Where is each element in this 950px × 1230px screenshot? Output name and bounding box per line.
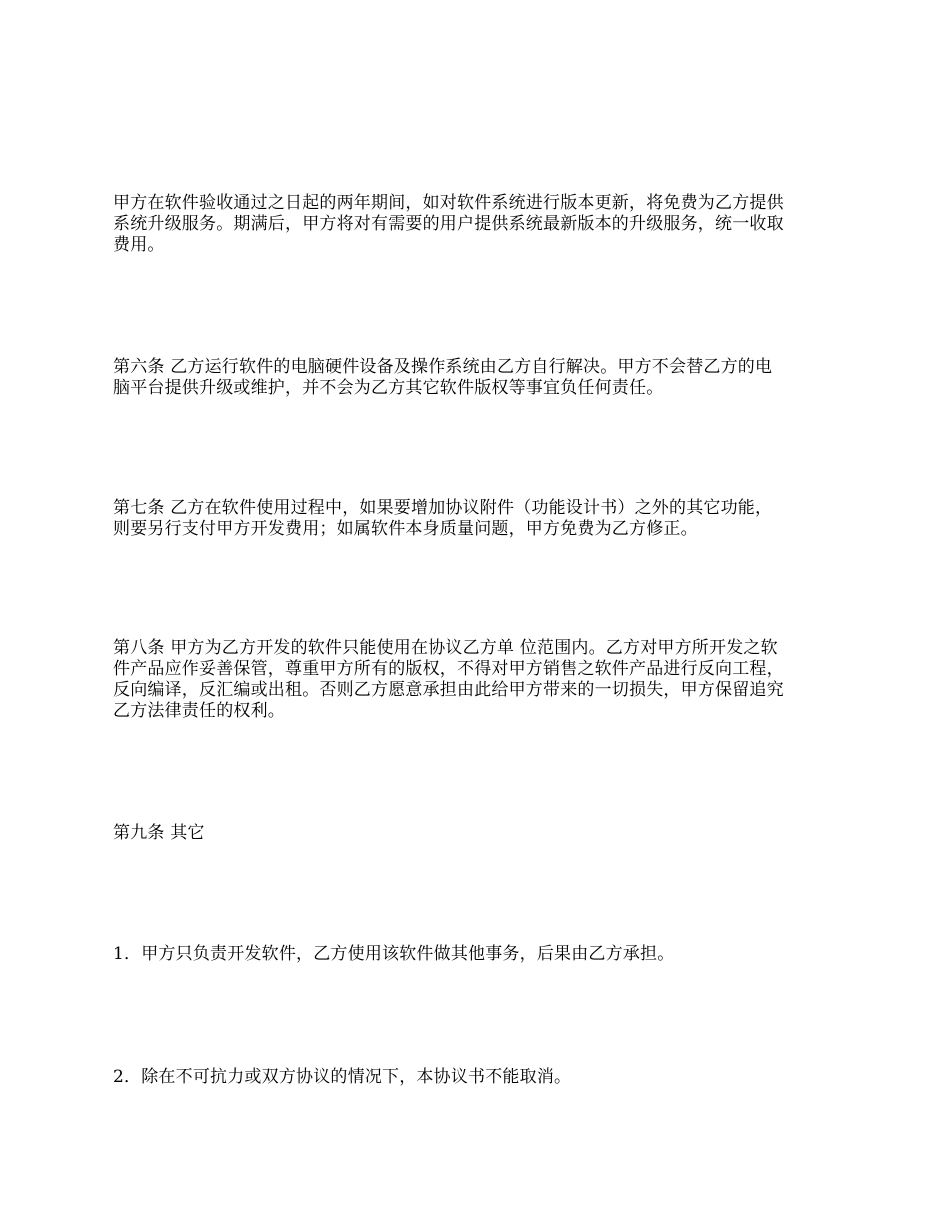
paragraph-line: 第七条 乙方在软件使用过程中，如果要增加协议附件（功能设计书）之外的其它功能， (113, 498, 773, 518)
paragraph-line: 则要另行支付甲方开发费用；如属软件本身质量问题，甲方免费为乙方修正。 (113, 519, 698, 539)
paragraph-line: 系统升级服务。期满后，甲方将对有需要的用户提供系统最新版本的升级服务，统一收取 (113, 214, 784, 234)
paragraph-line: 第六条 乙方运行软件的电脑硬件设备及操作系统由乙方自行解决。甲方不会替乙方的电 (113, 357, 773, 377)
paragraph-line: 反向编译，反汇编或出租。否则乙方愿意承担由此给甲方带来的一切损失，甲方保留追究 (113, 680, 784, 700)
list-item-2 (113, 1067, 848, 1088)
paragraph-line: 2．除在不可抗力或双方协议的情况下，本协议书不能取消。 (113, 1067, 572, 1087)
list-item-1 (113, 944, 848, 965)
article-6-paragraph (113, 357, 848, 399)
paragraph-line: 甲方在软件验收通过之日起的两年期间，如对软件系统进行版本更新，将免费为乙方提供 (113, 193, 784, 213)
article-9-heading (113, 823, 848, 844)
paragraph-line: 1．甲方只负责开发软件，乙方使用该软件做其他事务，后果由乙方承担。 (113, 944, 675, 964)
paragraph-line: 费用。 (113, 235, 165, 255)
article-8-paragraph (113, 638, 848, 722)
paragraph-line: 件产品应作妥善保管，尊重甲方所有的版权，不得对甲方销售之软件产品进行反向工程， (113, 659, 784, 679)
paragraph-line: 脑平台提供升级或维护，并不会为乙方其它软件版权等事宜负任何责任。 (113, 378, 664, 398)
article-7-paragraph (113, 498, 848, 540)
paragraph-line: 乙方法律责任的权利。 (113, 701, 285, 721)
paragraph-line: 第八条 甲方为乙方开发的软件只能使用在协议乙方单 位范围内。乙方对甲方所开发之软 (113, 638, 778, 658)
paragraph-line: 第九条 其它 (113, 823, 205, 843)
paragraph-upgrade-service (113, 193, 848, 256)
